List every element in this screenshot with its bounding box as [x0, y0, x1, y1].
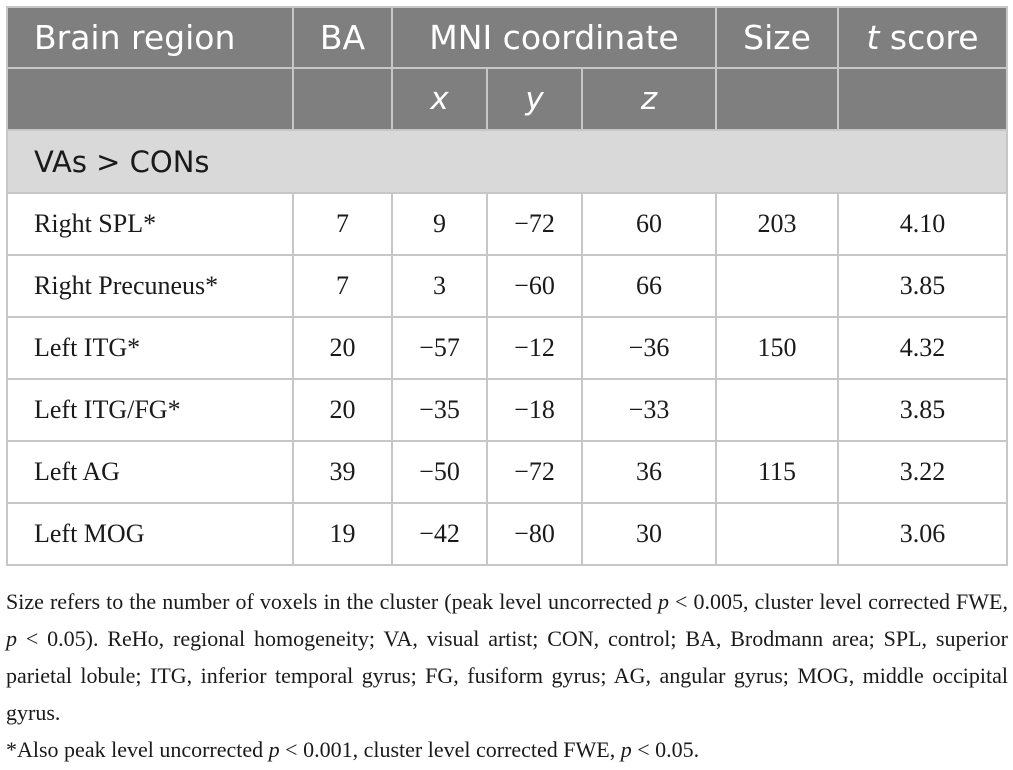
table-row — [7, 193, 1007, 255]
col-header-t-score — [838, 7, 1007, 68]
cell-t: 4.32 — [838, 317, 1007, 379]
col-header-y: y — [487, 68, 582, 130]
table-row — [7, 379, 1007, 441]
cell-y: −12 — [487, 317, 582, 379]
cell-t: 3.06 — [838, 503, 1007, 565]
t-score-label: score — [879, 18, 979, 57]
cell-t: 3.85 — [838, 255, 1007, 317]
table-row — [7, 503, 1007, 565]
subheader-empty-size — [716, 68, 838, 130]
cell-ba: 39 — [293, 441, 392, 503]
col-header-mni: MNI coordinate — [392, 7, 716, 68]
t-symbol: t — [866, 18, 880, 57]
table-row — [7, 255, 1007, 317]
cell-size — [716, 503, 838, 565]
footnote-text: < 0.005, cluster level corrected FWE, — [668, 589, 1008, 614]
col-header-z: z — [582, 68, 716, 130]
cell-size — [716, 255, 838, 317]
cell-y: −72 — [487, 193, 582, 255]
col-header-ba: BA — [293, 7, 392, 68]
section-label: VAs > CONs — [7, 130, 1007, 193]
cell-y: −18 — [487, 379, 582, 441]
cell-size: 150 — [716, 317, 838, 379]
subheader-empty-ba — [293, 68, 392, 130]
cell-size — [716, 379, 838, 441]
cell-t: 3.85 — [838, 379, 1007, 441]
col-header-x: x — [392, 68, 487, 130]
footnote-text: Size refers to the number of voxels in the cluster (peak level uncorrected — [6, 589, 658, 614]
cell-z: 60 — [582, 193, 716, 255]
footnote-text: < 0.05. — [631, 737, 700, 762]
cell-x: −57 — [392, 317, 487, 379]
cell-y: −80 — [487, 503, 582, 565]
table-footnote — [6, 583, 1008, 731]
header-row — [7, 7, 1007, 68]
footnote-text: < 0.001, cluster level corrected FWE, — [279, 737, 621, 762]
cell-z: −36 — [582, 317, 716, 379]
asterisk-footnote — [6, 731, 1008, 768]
p-symbol: p — [6, 626, 17, 651]
cell-t: 4.10 — [838, 193, 1007, 255]
table-row — [7, 441, 1007, 503]
table-row — [7, 317, 1007, 379]
cell-ba: 20 — [293, 317, 392, 379]
cell-z: 36 — [582, 441, 716, 503]
col-header-size: Size — [716, 7, 838, 68]
cell-region: Right Precuneus* — [7, 255, 293, 317]
cell-ba: 20 — [293, 379, 392, 441]
p-symbol: p — [657, 589, 669, 614]
cell-region: Right SPL* — [7, 193, 293, 255]
col-header-region: Brain region — [7, 7, 293, 68]
p-symbol: p — [268, 737, 280, 762]
cell-region: Left ITG* — [7, 317, 293, 379]
cell-x: 9 — [392, 193, 487, 255]
subheader-empty-t — [838, 68, 1007, 130]
section-row — [7, 130, 1007, 193]
results-table — [6, 6, 1008, 566]
cell-x: 3 — [392, 255, 487, 317]
subheader-row — [7, 68, 1007, 130]
cell-z: 66 — [582, 255, 716, 317]
footnote-text: < 0.05). ReHo, regional homogeneity; VA, visual artist; CON, control; BA, Brodmann area; SPL, superior parietal lobule; ITG, inferior temporal gyrus; FG, fusiform gyrus; AG, angular gyrus; MOG, middle occipital gyrus. — [6, 626, 1008, 725]
subheader-empty-region — [7, 68, 293, 130]
cell-z: −33 — [582, 379, 716, 441]
cell-y: −60 — [487, 255, 582, 317]
cell-size: 203 — [716, 193, 838, 255]
cell-z: 30 — [582, 503, 716, 565]
cell-region: Left AG — [7, 441, 293, 503]
cell-x: −35 — [392, 379, 487, 441]
cell-ba: 7 — [293, 193, 392, 255]
cell-ba: 19 — [293, 503, 392, 565]
footnote-text: *Also peak level uncorrected — [6, 737, 269, 762]
p-symbol: p — [620, 737, 632, 762]
cell-x: −50 — [392, 441, 487, 503]
cell-region: Left MOG — [7, 503, 293, 565]
cell-ba: 7 — [293, 255, 392, 317]
cell-x: −42 — [392, 503, 487, 565]
cell-t: 3.22 — [838, 441, 1007, 503]
cell-y: −72 — [487, 441, 582, 503]
cell-region: Left ITG/FG* — [7, 379, 293, 441]
cell-size: 115 — [716, 441, 838, 503]
